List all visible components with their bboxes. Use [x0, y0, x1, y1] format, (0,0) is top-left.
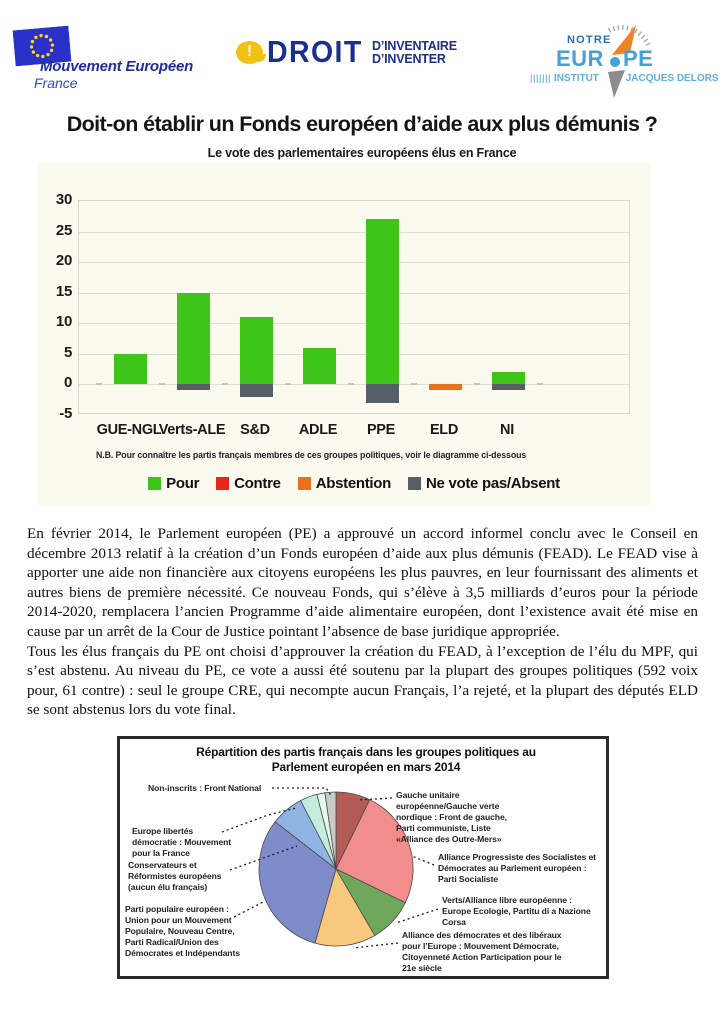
bar-pour-gue-ngl [114, 354, 147, 385]
logo-mouvement-line2: France [34, 75, 78, 91]
bar-pour-verts-ale [177, 293, 210, 385]
zero-line-tick [222, 383, 228, 385]
leader-verts [396, 909, 438, 923]
bar-ne-vote-pas-absent-s-d [240, 384, 273, 396]
logo-droit-word: DROIT [267, 34, 363, 69]
logo-ne-ticks: ||||||| [530, 73, 552, 83]
page-title: Doit-on établir un Fonds européen d’aide aux plus démunis ? [66, 112, 658, 136]
zero-line-tick [411, 383, 417, 385]
bar-abstention-eld [429, 384, 462, 390]
callout-conservateurs: Conservateurs et Réformistes européens (aucun élu français) [128, 860, 222, 892]
zero-line-tick [96, 383, 102, 385]
y-tick-label: 25 [55, 221, 72, 239]
zero-line-tick [285, 383, 291, 385]
gridline [79, 354, 629, 355]
logo-mouvement-line1: Mouvement Européen [40, 58, 194, 75]
gridline [79, 293, 629, 294]
logo-ne-institut: INSTITUT [553, 73, 599, 84]
bar-pour-adle [303, 348, 336, 385]
x-category-label: S&D [240, 422, 270, 438]
chart-legend [78, 475, 630, 492]
legend-label-abstention: Abstention [315, 475, 392, 492]
logo-ne-eur: EUR [556, 46, 604, 71]
logo-ne-line1: NOTRE [567, 34, 612, 46]
pie-chart-box [117, 736, 609, 979]
logo-ne-dot-icon [610, 57, 620, 67]
legend-label-absent: Ne vote pas/Absent [426, 475, 560, 492]
y-tick-label: -5 [59, 405, 72, 422]
bar-chart-plot-area [78, 200, 630, 414]
gridline [79, 323, 629, 324]
bar-ne-vote-pas-absent-ppe [366, 384, 399, 402]
callout-democrates-liberaux: Alliance des démocrates et des libéraux pour l’Europe : Mouvement Démocrate, Citoyenneté Action Participation pour le 21e siècle [402, 930, 562, 973]
x-category-label: ADLE [298, 422, 338, 438]
logo-ne-jacques-delors: JACQUES DELORS [625, 73, 719, 84]
callout-gauche-unitaire: Gauche unitaire européenne/Gauche verte nordique : Front de gauche, Parti communiste, Liste «Alliance des Outre-Mers» [396, 790, 507, 844]
bar-chart-title: Le vote des parlementaires européens élus en France [207, 146, 517, 160]
callout-verts: Verts/Alliance libre européenne : Europe Ecologie, Partitu di a Nazione Corsa [442, 895, 591, 927]
legend-swatch-abstention [298, 477, 311, 490]
y-tick-label: 30 [55, 191, 72, 208]
legend-swatch-absent [408, 477, 421, 490]
logo-ne-pe: PE [623, 46, 654, 71]
legend-swatch-contre [216, 477, 229, 490]
paragraph-2: Tous les élus français du PE ont choisi d’approuver la création du FEAD, à l’exception de l’élu du MPF, qui s’est abstenu. Au niveau du PE, ce vote a aussi été soutenu par la plupart des groupes politiques (592 voix pour, 61 contre) : seul le groupe CRE, qui necompte aucun Français, l’a rejeté, et la plupart des députés ELD se sont abstenus lors du vote final. [27, 642, 698, 719]
legend-item-absent [408, 475, 560, 492]
zero-line-tick [537, 383, 543, 385]
zero-line-tick [159, 383, 165, 385]
x-category-label: ELD [429, 422, 459, 438]
logo-notre-europe [528, 16, 719, 100]
legend-swatch-pour [148, 477, 161, 490]
y-tick-label: 5 [63, 343, 72, 361]
legend-label-pour: Pour [166, 475, 200, 492]
callout-parti-populaire: Parti populaire européen : Union pour un Mouvement Populaire, Nouveau Centre, Parti Radical/Union des Démocrates et Indépendants [125, 904, 240, 958]
logo-droit [236, 34, 486, 88]
body-text [27, 524, 698, 720]
y-tick-label: 0 [63, 374, 72, 392]
bar-ne-vote-pas-absent-ni [492, 384, 525, 390]
logo-ne-line3 [530, 73, 719, 84]
zero-line-tick [348, 383, 354, 385]
y-tick-label: 10 [55, 313, 72, 331]
logo-droit-sub2: D’INVENTER [372, 52, 446, 66]
callout-non-inscrits: Non-inscrits : Front National [148, 783, 262, 793]
callout-socialistes: Alliance Progressiste des Socialistes et Démocrates au Parlement européen : Parti Socialiste [438, 852, 596, 884]
y-tick-label: 15 [55, 282, 72, 300]
logo-mouvement-europeen [10, 26, 220, 96]
x-category-label: Verts-ALE [158, 422, 226, 438]
y-tick-label: 20 [55, 252, 72, 270]
bar-chart-panel [38, 163, 651, 505]
legend-item-pour [148, 475, 199, 492]
bar-pour-ppe [366, 219, 399, 384]
legend-item-abstention [298, 475, 391, 492]
gridline [79, 262, 629, 263]
legend-label-contre: Contre [234, 475, 281, 492]
chart-footnote: N.B. Pour connaître les partis français membres de ces groupes politiques, voir le diagramme ci-dessous [96, 450, 527, 460]
leader-sd [412, 856, 434, 865]
paragraph-1: En février 2014, le Parlement européen (PE) a approuvé un accord informel conclu avec le Conseil en décembre 2013 relatif à la création d’un Fonds européen d’aide aux plus démunis (FEAD). Le FEAD vise à apporter une aide non financière aux citoyens européens les plus pauvres, en leur fournissant des aliments et autres biens de première nécessité. Ce nouveau Fonds, qui s’élève à 3,5 milliards d’euros pour la période 2014-2020, remplacera l’ancien Programme d’aide alimentaire européen, dont l’existence avait été mise en cause par un arrêt de la Cour de Justice pointant l’absence de base juridique appropriée. [27, 525, 698, 640]
bar-pour-s-d [240, 317, 273, 384]
x-category-label: PPE [366, 422, 396, 438]
leader-adle [353, 943, 398, 948]
gridline [79, 232, 629, 233]
pie-chart-title: Répartition des partis français dans les groupes politiques au Parlement européen en mars 2014 [196, 745, 536, 774]
bar-pour-ni [492, 372, 525, 384]
callout-europe-libertes: Europe libertés démocratie : Mouvement pour la France [132, 826, 232, 858]
exclamation-bubble-icon: ! [236, 41, 263, 64]
logo-droit-subtitle [372, 40, 457, 66]
x-category-label: NI [500, 422, 514, 438]
legend-item-contre [216, 475, 281, 492]
zero-line-tick [474, 383, 480, 385]
logo-droit-sub1: D’INVENTAIRE [372, 39, 457, 53]
bar-ne-vote-pas-absent-verts-ale [177, 384, 210, 390]
x-category-label: GUE-NGL [96, 422, 162, 438]
